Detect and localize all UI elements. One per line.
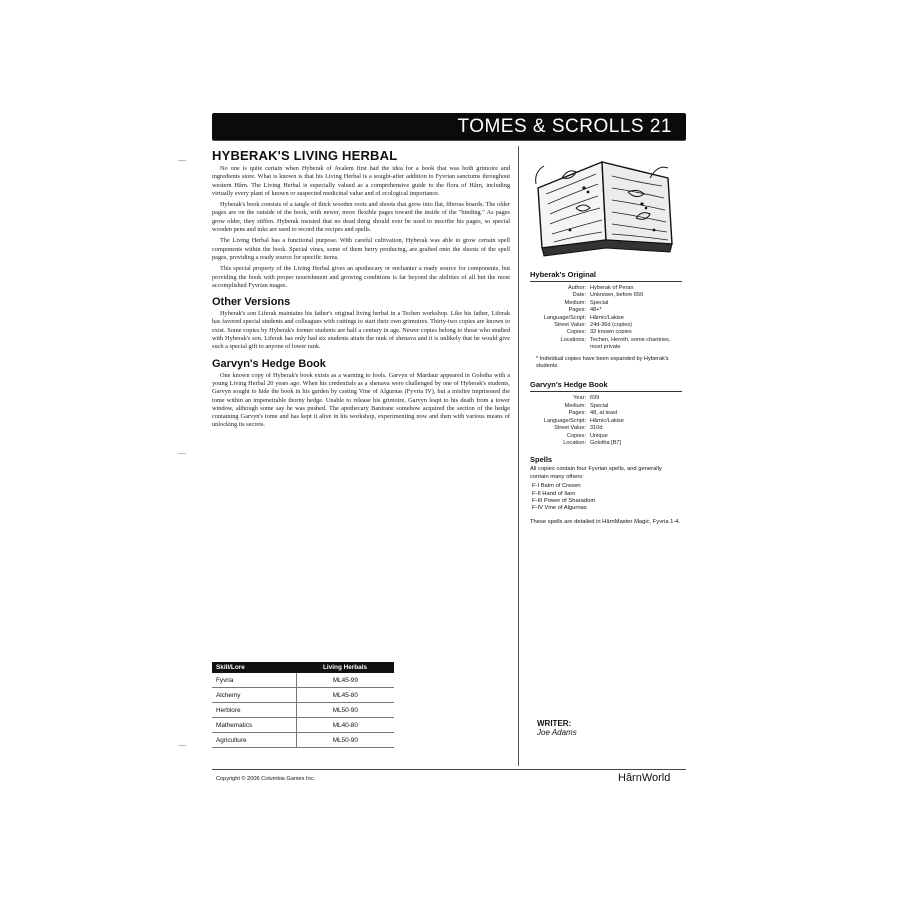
divider bbox=[530, 281, 682, 282]
header-bar bbox=[212, 113, 686, 140]
info-row bbox=[530, 300, 682, 307]
info-label: Language/Script: bbox=[543, 314, 586, 321]
info-label: Street Value: bbox=[554, 322, 586, 329]
info-label: Locations: bbox=[560, 336, 586, 343]
skills-table bbox=[212, 662, 394, 748]
info-label: Street Value: bbox=[554, 425, 586, 432]
info-value: 32 known copies bbox=[590, 329, 632, 336]
spell-item: F-I Balm of Cresen bbox=[532, 483, 581, 490]
table-row bbox=[212, 718, 394, 733]
brand-name: HârnWorld bbox=[618, 772, 671, 784]
writer-name: Joe Adams bbox=[537, 728, 577, 737]
info-row bbox=[530, 315, 682, 322]
info-label: Copies: bbox=[567, 432, 586, 439]
info-row bbox=[530, 395, 682, 402]
punch-mark bbox=[178, 745, 186, 746]
info-row bbox=[530, 403, 682, 410]
skill-name: Fyvria bbox=[212, 673, 296, 688]
skill-name: Mathematics bbox=[212, 718, 296, 733]
table-row bbox=[212, 673, 394, 688]
column-divider bbox=[518, 146, 519, 766]
info-value: 310d bbox=[590, 425, 603, 432]
writer-credit bbox=[537, 719, 577, 737]
info-value: Unknown, before 650 bbox=[590, 292, 644, 299]
divider bbox=[530, 391, 682, 392]
spell-item: F-IV Vine of Algurnas bbox=[532, 505, 587, 512]
article-paragraph: Hyberak's book consists of a tangle of thick wooden roots and shoots that grow into flat, fibrous boards. The older pages are on the outside of the book, with newer, more flexible pages toward the inside of the "binding." As pages grow older, they stiffen. Hyberak insisted that no dead thing should ever be used to inscribe his pages, so special wooden pens and inks are used to record the recipes and spells. bbox=[212, 201, 510, 234]
info-value: Special bbox=[590, 299, 609, 306]
info-value: Unique bbox=[590, 432, 608, 439]
info-value: Golotha [B7] bbox=[590, 439, 622, 446]
info-label: Pages: bbox=[568, 410, 586, 417]
info-row bbox=[530, 425, 682, 432]
sidebar bbox=[530, 148, 682, 526]
table-header-cell: Living Herbals bbox=[296, 662, 394, 673]
info-row bbox=[530, 292, 682, 299]
sidebar-heading: Hyberak's Original bbox=[530, 270, 596, 279]
info-value: Hârnic/Lakise bbox=[590, 417, 624, 424]
spell-item: F-II Hand of Ilarn bbox=[532, 490, 576, 497]
footer-divider bbox=[212, 769, 686, 770]
skill-value: ML45-99 bbox=[296, 673, 394, 688]
info-value: Hârnic/Lakise bbox=[590, 314, 624, 321]
punch-mark bbox=[178, 160, 186, 161]
info-row bbox=[530, 410, 682, 417]
sidebar-heading: Spells bbox=[530, 455, 553, 465]
article-title: HYBERAK'S LIVING HERBAL bbox=[212, 148, 398, 163]
info-row bbox=[530, 337, 682, 352]
spell-item: F-III Power of Sharadom bbox=[532, 497, 596, 504]
skill-value: ML50-90 bbox=[296, 733, 394, 748]
skill-name: Alchemy bbox=[212, 688, 296, 703]
info-label: Author: bbox=[567, 285, 586, 291]
info-value: 48, at least bbox=[590, 410, 618, 417]
info-row bbox=[530, 285, 682, 292]
article-paragraph: The Living Herbal has a functional purpose. With careful cultivation, Hyberak was able to grow certain spell components within the book. Special vines, some of them berry producing, are grafted onto the shoots of the spell pages, providing a ready source for specific items. bbox=[212, 237, 510, 261]
info-row bbox=[530, 440, 682, 447]
spells-intro: All copies contain four Fyvrian spells, and generally contain many others: bbox=[530, 466, 662, 480]
main-column bbox=[212, 148, 510, 433]
info-label: Medium: bbox=[564, 402, 586, 409]
info-row bbox=[530, 433, 682, 440]
table-row bbox=[212, 733, 394, 748]
section-heading: Garvyn's Hedge Book bbox=[212, 357, 326, 370]
info-row bbox=[530, 322, 682, 329]
info-label: Pages: bbox=[568, 307, 586, 314]
info-row bbox=[530, 418, 682, 425]
punch-mark bbox=[178, 453, 186, 454]
article-paragraph: One known copy of Hyberak's book exists as a warning to fools. Garvyn of Mardaur appeared in Golotha with a young Living Herbal 20 years ago. When his credentials as a shenava were challenged by one of Hyberak's students, Garvyn sought to hide the book in his garden by casting Vine of Algurnas (Fyvria IV), but a misfire imprisoned the tome within an impenetrable thorny hedge. Unable to release his grimoire, Garvyn leapt to his death from a tower window, although some say he was pushed. The apothecary Banirane somehow acquired the section of the hedge containing Garvyn's tome and has kept it alive in his workshop, experimenting now and then with various means of unlocking its secrets. bbox=[212, 371, 510, 429]
skill-value: ML50-90 bbox=[296, 703, 394, 718]
copyright-notice: Copyright © 2006 Columbia Games Inc. bbox=[216, 776, 315, 782]
footnote: * Individual copies have been expanded by Hyberak's students. bbox=[536, 355, 669, 370]
skill-name: Agriculture bbox=[212, 733, 296, 748]
article-paragraph: This special property of the Living Herbal gives an apothecary or enchanter a ready source for components, but providing the book with proper nourishment and growing conditions is far beyond the abilities of all but the most accomplished Fyvrian mages. bbox=[212, 265, 510, 289]
skill-value: ML40-80 bbox=[296, 718, 394, 733]
page-header-title: TOMES & SCROLLS 21 bbox=[457, 116, 672, 137]
skill-name: Herblore bbox=[212, 703, 296, 718]
section-heading: Other Versions bbox=[212, 296, 291, 309]
skill-value: ML45-80 bbox=[296, 688, 394, 703]
info-value: 48+* bbox=[590, 307, 602, 314]
info-row bbox=[530, 307, 682, 314]
table-header-row bbox=[212, 662, 394, 673]
table-header-cell: Skill/Lore bbox=[212, 662, 296, 673]
spells-reference: These spells are detailed in HârnMaster Magic, Fyvria 1-4. bbox=[530, 518, 681, 525]
info-value: Special bbox=[590, 402, 609, 409]
open-book-illustration-icon bbox=[532, 148, 680, 260]
info-label: Date: bbox=[572, 292, 586, 299]
info-label: Year: bbox=[573, 395, 586, 402]
table-row bbox=[212, 688, 394, 703]
info-label: Language/Script: bbox=[543, 417, 586, 424]
info-value: 24d-36d (copies) bbox=[590, 322, 632, 329]
info-value: Techen, Heroth, some chantries, most private bbox=[590, 336, 671, 351]
sidebar-heading: Garvyn's Hedge Book bbox=[530, 380, 608, 390]
writer-label: WRITER: bbox=[537, 719, 572, 728]
table-row bbox=[212, 703, 394, 718]
article-paragraph: No one is quite certain when Hyberak of Avalem first had the idea for a book that was both grimoire and ingredients store. What is known is that his Living Herbal is a sought-after addition to Fyvrian sanctums throughout western Hârn. The Living Herbal is especially valued as a comprehensive guide to the flora of Hârn, including virtually every plant of known or suspected medicinal value and of ecological importance. bbox=[212, 165, 510, 197]
info-value: Hyberak of Peran bbox=[590, 285, 634, 291]
info-label: Copies: bbox=[567, 329, 586, 336]
info-label: Location: bbox=[563, 439, 586, 446]
info-row bbox=[530, 329, 682, 336]
info-value: 699 bbox=[590, 395, 600, 402]
article-paragraph: Hyberak's son Liferak maintains his father's original living herbal in a Techen workshop. Like his father, Liferak has favored special students and colleagues with cuttings to start their own grimoires. Thirty-two copies are known to exist. Some copies by Hyberak's former students are half a century in age. Newer copies belong to those who studied with Hyberak's son. Liferak has only had six students attain the rank of shenava and it is unlikely that he would give such a special gift to anyone of lower rank. bbox=[212, 310, 510, 351]
info-label: Medium: bbox=[564, 299, 586, 306]
